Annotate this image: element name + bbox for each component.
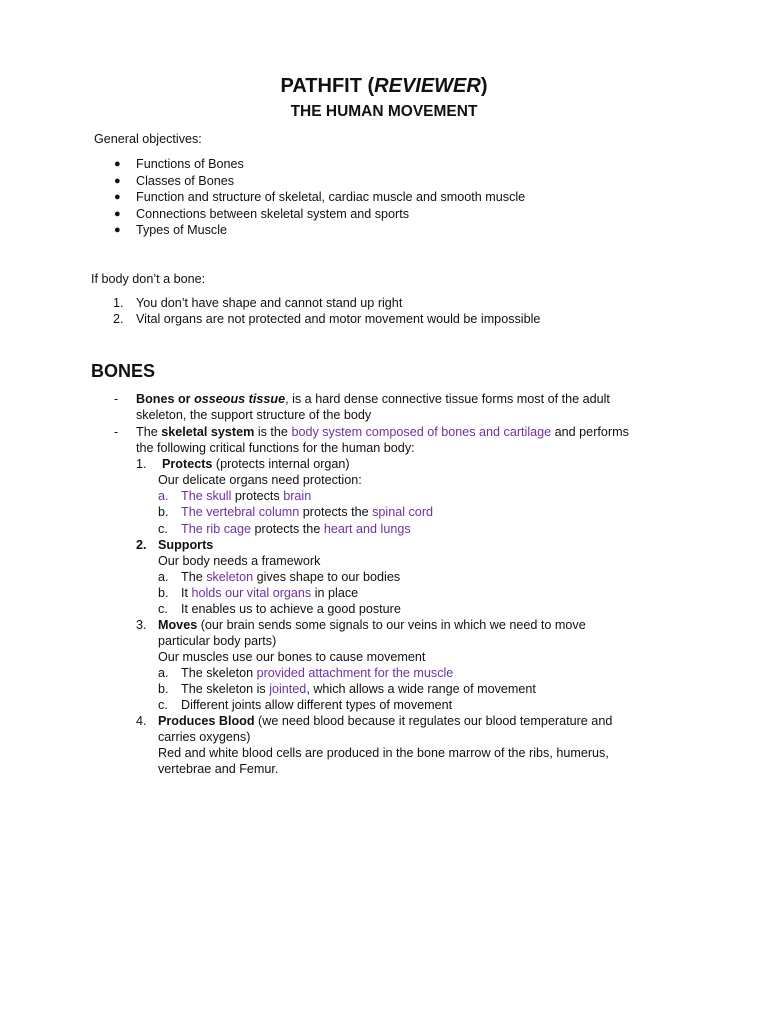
- no-bone-heading: If body don’t a bone:: [91, 272, 206, 286]
- objective-item: Function and structure of skeletal, cardiac muscle and smooth muscle: [136, 190, 526, 204]
- function-number: 1.: [136, 457, 147, 471]
- sub-letter: c.: [158, 602, 168, 616]
- function-number: 3.: [136, 618, 147, 632]
- sub-letter: b.: [158, 505, 169, 519]
- sub-item: The vertebral column protects the spinal cord: [181, 505, 434, 519]
- bullet-icon: ●: [114, 208, 121, 220]
- sub-letter: c.: [158, 522, 168, 536]
- objective-item: Types of Muscle: [136, 223, 227, 237]
- sub-item: Different joints allow different types of movement: [181, 698, 453, 712]
- sub-item: The rib cage protects the heart and lungs: [181, 522, 411, 536]
- sub-item: The skeleton gives shape to our bodies: [181, 570, 401, 584]
- objective-item: Connections between skeletal system and sports: [136, 207, 410, 221]
- sub-item: It holds our vital organs in place: [181, 586, 359, 600]
- sub-letter: a.: [158, 666, 169, 680]
- function-note: Red and white blood cells are produced in the bone marrow of the ribs, humerus,: [158, 746, 609, 760]
- function-intro: Our delicate organs need protection:: [158, 473, 362, 487]
- function-desc-line2: particular body parts): [158, 634, 277, 648]
- page-title: PATHFIT (REVIEWER): [280, 75, 488, 97]
- bullet-icon: ●: [114, 158, 121, 170]
- function-moves: Moves (our brain sends some signals to our veins in which we need to move: [158, 618, 586, 632]
- list-item: You don’t have shape and cannot stand up right: [136, 296, 403, 310]
- objectives-heading: General objectives:: [94, 132, 202, 146]
- list-item: Vital organs are not protected and motor movement would be impossible: [136, 312, 541, 326]
- sub-item: The skull protects brain: [181, 489, 312, 503]
- bones-definition-line2: skeleton, the support structure of the body: [136, 408, 372, 422]
- dash-marker: -: [114, 392, 119, 406]
- objective-item: Classes of Bones: [136, 174, 235, 188]
- function-supports: Supports: [158, 538, 214, 552]
- bullet-icon: ●: [114, 191, 121, 203]
- bones-definition: Bones or osseous tissue, is a hard dense connective tissue forms most of the adult: [136, 392, 610, 406]
- skeletal-system-definition: The skeletal system is the body system composed of bones and cartilage and performs: [136, 425, 629, 439]
- bullet-icon: ●: [114, 224, 121, 236]
- function-intro: Our body needs a framework: [158, 554, 321, 568]
- page-subtitle: THE HUMAN MOVEMENT: [290, 103, 478, 120]
- sub-letter: b.: [158, 586, 169, 600]
- function-produces-blood: Produces Blood (we need blood because it regulates our blood temperature and: [158, 714, 613, 728]
- title-italic: REVIEWER: [374, 75, 481, 97]
- sub-letter: a.: [158, 570, 169, 584]
- objective-item: Functions of Bones: [136, 157, 244, 171]
- function-number: 2.: [136, 538, 147, 552]
- sub-item: The skeleton is jointed, which allows a wide range of movement: [181, 682, 536, 696]
- function-number: 4.: [136, 714, 147, 728]
- sub-item: The skeleton provided attachment for the muscle: [181, 666, 454, 680]
- sub-letter: b.: [158, 682, 169, 696]
- skeletal-system-definition-line2: the following critical functions for the human body:: [136, 441, 415, 455]
- function-note-line2: vertebrae and Femur.: [158, 762, 279, 776]
- sub-item: It enables us to achieve a good posture: [181, 602, 401, 616]
- function-intro: Our muscles use our bones to cause movement: [158, 650, 426, 664]
- sub-letter: a.: [158, 489, 169, 503]
- dash-marker: -: [114, 425, 119, 439]
- list-number: 2.: [113, 312, 124, 326]
- sub-letter: c.: [158, 698, 168, 712]
- section-heading-bones: BONES: [91, 361, 156, 381]
- function-protects: Protects (protects internal organ): [162, 457, 350, 471]
- function-desc-line2: carries oxygens): [158, 730, 251, 744]
- list-number: 1.: [113, 296, 124, 310]
- bullet-icon: ●: [114, 175, 121, 187]
